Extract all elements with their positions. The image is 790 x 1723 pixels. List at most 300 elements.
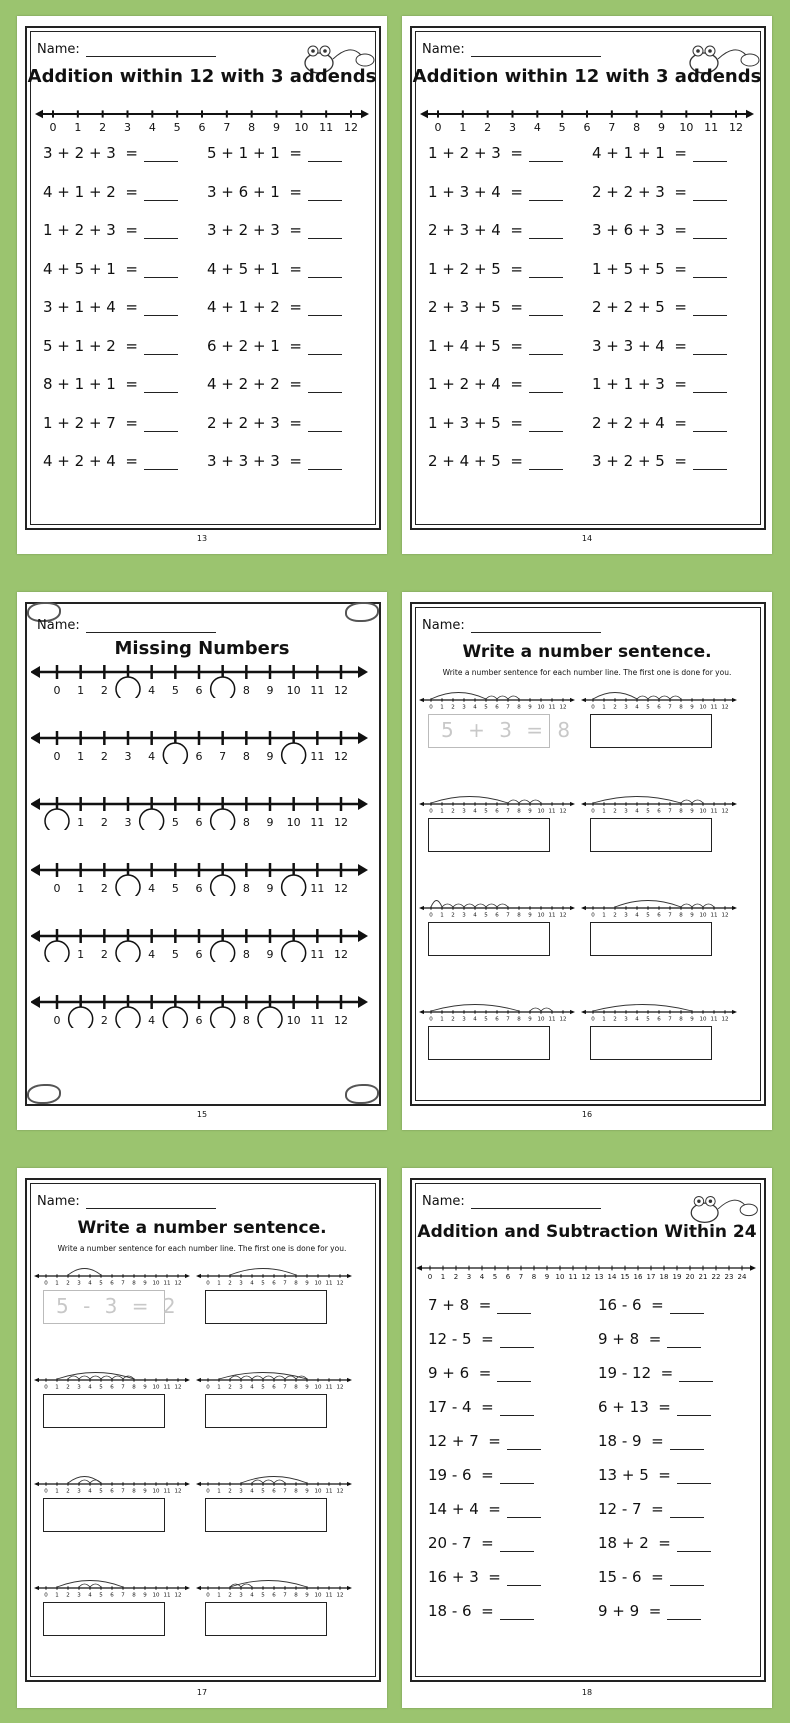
tick-label: 6 — [272, 1488, 276, 1494]
tick-label: 1 — [77, 948, 85, 961]
worksheet-page-18 — [402, 1168, 772, 1708]
missing-number-circle[interactable] — [282, 875, 306, 896]
answer-blank[interactable] — [693, 417, 727, 432]
equation-item: 4 + 5 + 1 = — [43, 260, 178, 278]
hop-arc — [648, 696, 659, 699]
tick-label: 11 — [568, 1273, 578, 1281]
page-number: 18 — [581, 1688, 593, 1697]
missing-number-circle[interactable] — [211, 1007, 235, 1028]
number-line — [31, 790, 371, 830]
tick-label: 0 — [206, 1280, 210, 1286]
answer-blank[interactable] — [693, 340, 727, 355]
tick-label: 10 — [286, 684, 301, 697]
missing-number-circle[interactable] — [116, 941, 140, 962]
hop-arc — [486, 904, 497, 907]
tick-label: 6 — [495, 808, 499, 814]
answer-blank[interactable] — [667, 1605, 701, 1620]
tick-label: 5 — [261, 1384, 265, 1390]
equation-item: 12 + 7 = — [428, 1432, 541, 1450]
equation-item: 3 + 1 + 4 = — [43, 298, 178, 316]
answer-box[interactable] — [428, 714, 575, 748]
equation-item: 5 + 1 + 2 = — [43, 337, 178, 355]
number-line — [414, 1260, 760, 1290]
equation-item: 8 + 1 + 1 = — [43, 375, 178, 393]
tick-label: 12 — [336, 1280, 344, 1286]
equation-item: 2 + 2 + 5 = — [592, 298, 727, 316]
equation-item: 4 + 5 + 1 = — [207, 260, 342, 278]
missing-number-circle[interactable] — [45, 941, 69, 962]
answer-blank[interactable] — [693, 263, 727, 278]
tick-label: 1 — [440, 1016, 444, 1022]
equation-text: 7 + 8 — [428, 1296, 470, 1314]
tick-label: 9 — [528, 704, 532, 710]
answer-blank[interactable] — [670, 1435, 704, 1450]
name-field — [422, 42, 601, 57]
tick-label: 5 — [99, 1280, 103, 1286]
tick-label: 0 — [591, 808, 595, 814]
equation-item: 16 + 3 = — [428, 1568, 541, 1586]
missing-number-circle[interactable] — [45, 809, 69, 830]
tick-label: 5 — [261, 1280, 265, 1286]
missing-number-circle[interactable] — [211, 677, 235, 698]
tick-label: 12 — [559, 808, 567, 814]
missing-number-circle[interactable] — [211, 809, 235, 830]
tick-label: 9 — [143, 1280, 147, 1286]
tick-label: 3 — [462, 704, 466, 710]
tick-label: 8 — [294, 1280, 298, 1286]
answer-box[interactable] — [43, 1290, 180, 1324]
tick-label: 10 — [152, 1592, 160, 1598]
answer-blank[interactable] — [308, 224, 342, 239]
tick-label: 7 — [283, 1280, 287, 1286]
equation-text: 18 - 9 — [598, 1432, 642, 1450]
hop-arc — [79, 1376, 90, 1379]
answer-blank[interactable] — [679, 1367, 713, 1382]
tick-label: 8 — [679, 704, 683, 710]
answer-box[interactable] — [205, 1394, 327, 1428]
hop-arc — [681, 800, 692, 803]
answer-blank[interactable] — [497, 1367, 531, 1382]
tick-label: 8 — [294, 1488, 298, 1494]
equation-text: 1 + 3 + 5 — [428, 413, 501, 432]
answer-blank[interactable] — [693, 455, 727, 470]
hop-arc — [453, 904, 464, 907]
tick-label: 4 — [635, 912, 639, 918]
page-number: 17 — [196, 1688, 208, 1697]
missing-number-circle[interactable] — [211, 941, 235, 962]
tick-label: 6 — [195, 684, 203, 697]
missing-number-circle[interactable] — [116, 677, 140, 698]
equation-text: 17 - 4 — [428, 1398, 472, 1416]
answer-blank[interactable] — [308, 263, 342, 278]
tick-label: 7 — [506, 808, 510, 814]
tick-label: 8 — [517, 912, 521, 918]
jump-arc — [241, 1477, 307, 1484]
tick-label: 6 — [272, 1384, 276, 1390]
tick-label: 10 — [699, 704, 707, 710]
tick-label: 12 — [334, 1014, 348, 1027]
answer-blank[interactable] — [529, 224, 563, 239]
equation-item: 1 + 2 + 3 = — [43, 221, 178, 239]
hop-arc — [112, 1376, 123, 1379]
tick-label: 2 — [228, 1280, 232, 1286]
tick-label: 12 — [721, 704, 729, 710]
tick-label: 6 — [195, 750, 203, 763]
missing-number-circle[interactable] — [211, 875, 235, 896]
answer-blank[interactable] — [529, 417, 563, 432]
answer-blank[interactable] — [144, 263, 178, 278]
tick-label: 11 — [548, 912, 556, 918]
mini-number-line — [33, 1364, 193, 1390]
answer-blank[interactable] — [670, 1571, 704, 1586]
name-label: Name: — [37, 618, 80, 633]
tick-label: 9 — [305, 1280, 309, 1286]
tick-label: 9 — [544, 1273, 550, 1281]
tick-label: 22 — [711, 1273, 721, 1281]
tick-label: 7 — [283, 1592, 287, 1598]
answer-blank[interactable] — [693, 378, 727, 393]
tick-label: 3 — [124, 750, 132, 763]
tick-label: 6 — [495, 912, 499, 918]
tick-label: 7 — [608, 121, 616, 134]
answer-box[interactable] — [43, 1394, 165, 1428]
tick-label: 11 — [325, 1384, 333, 1390]
number-line — [33, 104, 373, 142]
tick-label: 12 — [334, 684, 348, 697]
answer-box[interactable] — [43, 1498, 165, 1532]
answer-blank[interactable] — [308, 301, 342, 316]
equation-item: 3 + 3 + 4 = — [592, 337, 727, 355]
tick-label: 9 — [273, 121, 280, 134]
answer-blank[interactable] — [144, 224, 178, 239]
hop-arc — [486, 696, 497, 699]
hop-arc — [519, 800, 530, 803]
equation-text: 1 + 1 + 3 — [592, 375, 665, 393]
answer-blank[interactable] — [693, 301, 727, 316]
tick-label: 9 — [305, 1384, 309, 1390]
tick-label: 9 — [690, 704, 694, 710]
tick-label: 14 — [607, 1273, 617, 1281]
mini-number-line — [580, 996, 740, 1022]
equation-text: 9 + 9 — [598, 1602, 640, 1620]
worksheet-page-17 — [17, 1168, 387, 1708]
answer-blank[interactable] — [529, 186, 563, 201]
jump-arc — [615, 901, 681, 908]
tick-label: 12 — [344, 121, 358, 134]
answer-box[interactable] — [590, 818, 712, 852]
tick-label: 1 — [602, 808, 606, 814]
answer-blank[interactable] — [308, 147, 342, 162]
tick-label: 9 — [528, 808, 532, 814]
missing-number-circle[interactable] — [140, 809, 164, 830]
answer-box[interactable] — [205, 1498, 327, 1532]
tick-label: 3 — [462, 1016, 466, 1022]
answer-box[interactable] — [428, 818, 550, 852]
answer-blank[interactable] — [529, 378, 563, 393]
tick-label: 2 — [228, 1592, 232, 1598]
answer-blank[interactable] — [308, 455, 342, 470]
equation-item: 3 + 3 + 3 = — [207, 452, 342, 470]
equation-item: 3 + 2 + 5 = — [592, 452, 727, 470]
answer-blank[interactable] — [144, 378, 178, 393]
tick-label: 16 — [633, 1273, 643, 1281]
answer-blank[interactable] — [144, 455, 178, 470]
answer-blank[interactable] — [308, 378, 342, 393]
answer-blank[interactable] — [529, 455, 563, 470]
answer-blank[interactable] — [529, 147, 563, 162]
tick-label: 1 — [55, 1280, 59, 1286]
answer-blank[interactable] — [500, 1401, 534, 1416]
answer-blank[interactable] — [677, 1469, 711, 1484]
missing-number-circle[interactable] — [282, 941, 306, 962]
tick-label: 1 — [77, 684, 85, 697]
equation-item: 18 - 6 = — [428, 1602, 534, 1620]
mini-number-line — [195, 1468, 355, 1494]
tick-label: 12 — [334, 948, 348, 961]
equation-item: 2 + 3 + 5 = — [428, 298, 563, 316]
hop-arc — [497, 904, 508, 907]
answer-blank[interactable] — [507, 1571, 541, 1586]
tick-label: 9 — [266, 684, 274, 697]
tick-label: 11 — [548, 1016, 556, 1022]
answer-box[interactable] — [590, 922, 712, 956]
jump-arc — [593, 1005, 692, 1012]
missing-number-circle[interactable] — [163, 743, 187, 764]
tick-label: 1 — [440, 808, 444, 814]
equation-item: 9 + 9 = — [598, 1602, 701, 1620]
tick-label: 2 — [613, 912, 617, 918]
tick-label: 10 — [699, 1016, 707, 1022]
tick-label: 5 — [171, 882, 179, 895]
tick-label: 12 — [334, 882, 348, 895]
tick-label: 12 — [174, 1280, 182, 1286]
answer-blank[interactable] — [677, 1537, 711, 1552]
answer-blank[interactable] — [500, 1469, 534, 1484]
answer-blank[interactable] — [529, 340, 563, 355]
answer-blank[interactable] — [144, 301, 178, 316]
tick-label: 9 — [266, 882, 274, 895]
tick-label: 6 — [110, 1384, 114, 1390]
answer-box[interactable] — [205, 1290, 327, 1324]
tick-label: 0 — [53, 750, 61, 763]
tick-label: 1 — [459, 121, 467, 134]
tick-label: 5 — [484, 808, 488, 814]
tick-label: 6 — [657, 808, 661, 814]
tick-label: 10 — [555, 1273, 565, 1281]
answer-box[interactable] — [43, 1602, 165, 1636]
answer-blank[interactable] — [308, 417, 342, 432]
instructions: Write a number sentence for each number line. The first one is done for you. — [57, 1244, 347, 1253]
name-label: Name: — [37, 1194, 80, 1209]
tick-label: 6 — [272, 1592, 276, 1598]
answer-blank[interactable] — [507, 1503, 541, 1518]
answer-blank[interactable] — [693, 186, 727, 201]
tick-label: 8 — [517, 1016, 521, 1022]
answer-blank[interactable] — [144, 186, 178, 201]
equation-item: 15 - 6 = — [598, 1568, 704, 1586]
hop-arc — [703, 904, 714, 907]
answer-box[interactable] — [205, 1602, 327, 1636]
tick-label: 4 — [473, 808, 477, 814]
answer-blank[interactable] — [144, 147, 178, 162]
answer-blank[interactable] — [308, 340, 342, 355]
mini-number-line — [195, 1260, 355, 1286]
name-field — [422, 1194, 601, 1209]
tick-label: 15 — [620, 1273, 630, 1281]
equation-text: 3 + 6 + 3 — [592, 221, 665, 239]
missing-number-circle[interactable] — [163, 1007, 187, 1028]
tick-label: 12 — [581, 1273, 591, 1281]
equation-item: 17 - 4 = — [428, 1398, 534, 1416]
answer-blank[interactable] — [500, 1537, 534, 1552]
answer-blank[interactable] — [144, 417, 178, 432]
tick-label: 2 — [451, 808, 455, 814]
missing-number-circle[interactable] — [69, 1007, 93, 1028]
tick-label: 2 — [99, 121, 107, 134]
tick-label: 4 — [88, 1384, 92, 1390]
hop-arc — [670, 696, 681, 699]
answer-blank[interactable] — [144, 340, 178, 355]
tick-label: 6 — [505, 1273, 511, 1281]
mini-number-line — [195, 1572, 355, 1598]
tick-label: 6 — [495, 1016, 499, 1022]
tick-label: 4 — [250, 1592, 254, 1598]
jump-arc — [593, 693, 637, 700]
equation-text: 3 + 2 + 3 — [207, 221, 280, 239]
answer-blank[interactable] — [529, 263, 563, 278]
hop-arc — [508, 800, 519, 803]
missing-number-circle[interactable] — [116, 875, 140, 896]
tick-label: 3 — [624, 912, 628, 918]
number-line — [418, 104, 758, 142]
tick-label: 6 — [657, 912, 661, 918]
answer-blank[interactable] — [497, 1299, 531, 1314]
equation-text: 6 + 13 — [598, 1398, 649, 1416]
tick-label: 9 — [658, 121, 665, 134]
tick-label: 11 — [704, 121, 719, 134]
tick-label: 11 — [310, 750, 325, 763]
tick-label: 2 — [66, 1280, 70, 1286]
number-line — [31, 856, 371, 896]
tick-label: 3 — [462, 912, 466, 918]
answer-box[interactable] — [428, 1026, 550, 1060]
mini-number-line — [33, 1572, 193, 1598]
equation-text: 2 + 4 + 5 — [428, 452, 501, 470]
answer-box[interactable] — [590, 1026, 712, 1060]
page-title: Missing Numbers — [114, 638, 290, 659]
tick-label: 2 — [66, 1592, 70, 1598]
answer-blank[interactable] — [500, 1605, 534, 1620]
tick-label: 9 — [143, 1488, 147, 1494]
tick-label: 12 — [174, 1592, 182, 1598]
name-field — [422, 618, 601, 633]
tick-label: 7 — [506, 1016, 510, 1022]
tick-label: 7 — [283, 1384, 287, 1390]
jump-arc — [230, 1269, 296, 1276]
equation-text: 3 + 3 + 3 — [207, 452, 280, 470]
answer-blank[interactable] — [667, 1333, 701, 1348]
tick-label: 6 — [657, 704, 661, 710]
answer-blank[interactable] — [670, 1503, 704, 1518]
tick-label: 2 — [451, 704, 455, 710]
hop-arc — [442, 904, 453, 907]
corner-decoration — [345, 602, 379, 622]
tick-label: 5 — [484, 704, 488, 710]
tick-label: 12 — [336, 1488, 344, 1494]
tick-label: 4 — [473, 912, 477, 918]
equation-item: 6 + 2 + 1 = — [207, 337, 342, 355]
name-label: Name: — [37, 42, 80, 57]
mini-number-line — [418, 892, 578, 918]
tick-label: 12 — [336, 1384, 344, 1390]
equation-item: 9 + 8 = — [598, 1330, 701, 1348]
tick-label: 13 — [594, 1273, 604, 1281]
tick-label: 7 — [668, 704, 672, 710]
answer-blank[interactable] — [677, 1401, 711, 1416]
hop-arc — [68, 1376, 79, 1379]
tick-label: 1 — [440, 912, 444, 918]
mini-number-line — [580, 684, 740, 710]
tick-label: 10 — [294, 121, 309, 134]
tick-label: 9 — [305, 1592, 309, 1598]
tick-label: 8 — [633, 121, 641, 134]
answer-box[interactable] — [590, 714, 712, 748]
equation-item: 20 - 7 = — [428, 1534, 534, 1552]
answer-blank[interactable] — [670, 1299, 704, 1314]
corner-decoration — [345, 1084, 379, 1104]
tick-label: 5 — [558, 121, 566, 134]
tick-label: 8 — [242, 1014, 250, 1027]
tick-label: 12 — [559, 912, 567, 918]
answer-box[interactable] — [428, 922, 550, 956]
tick-label: 8 — [517, 808, 521, 814]
answer-blank[interactable] — [500, 1333, 534, 1348]
tick-label: 10 — [314, 1592, 322, 1598]
mini-number-line — [33, 1468, 193, 1494]
equation-text: 3 + 3 + 4 — [592, 336, 665, 355]
equation-item: 16 - 6 = — [598, 1296, 704, 1314]
answer-blank[interactable] — [507, 1435, 541, 1450]
equation-item: 2 + 4 + 5 = — [428, 452, 563, 470]
tick-label: 4 — [635, 704, 639, 710]
tick-label: 5 — [261, 1592, 265, 1598]
answer-blank[interactable] — [693, 147, 727, 162]
tick-label: 7 — [121, 1384, 125, 1390]
missing-number-circle[interactable] — [258, 1007, 282, 1028]
equation-text: 1 + 4 + 5 — [428, 336, 501, 355]
equation-text: 1 + 2 + 3 — [43, 221, 116, 239]
tick-label: 9 — [143, 1592, 147, 1598]
corner-decoration — [27, 1084, 61, 1104]
answer-blank[interactable] — [308, 186, 342, 201]
tick-label: 0 — [49, 121, 57, 134]
tick-label: 11 — [710, 704, 718, 710]
tick-label: 4 — [148, 882, 156, 895]
tick-label: 4 — [148, 1014, 156, 1027]
tick-label: 8 — [242, 948, 250, 961]
missing-number-circle[interactable] — [282, 743, 306, 764]
tick-label: 5 — [484, 912, 488, 918]
tick-label: 8 — [679, 912, 683, 918]
answer-blank[interactable] — [529, 301, 563, 316]
equation-item: 1 + 2 + 5 = — [428, 260, 563, 278]
equation-text: 2 + 2 + 3 — [207, 413, 280, 432]
answer-blank[interactable] — [693, 224, 727, 239]
worksheet-page-16 — [402, 592, 772, 1130]
hop-arc — [285, 1376, 296, 1379]
jump-arc — [431, 797, 508, 804]
missing-number-circle[interactable] — [116, 1007, 140, 1028]
